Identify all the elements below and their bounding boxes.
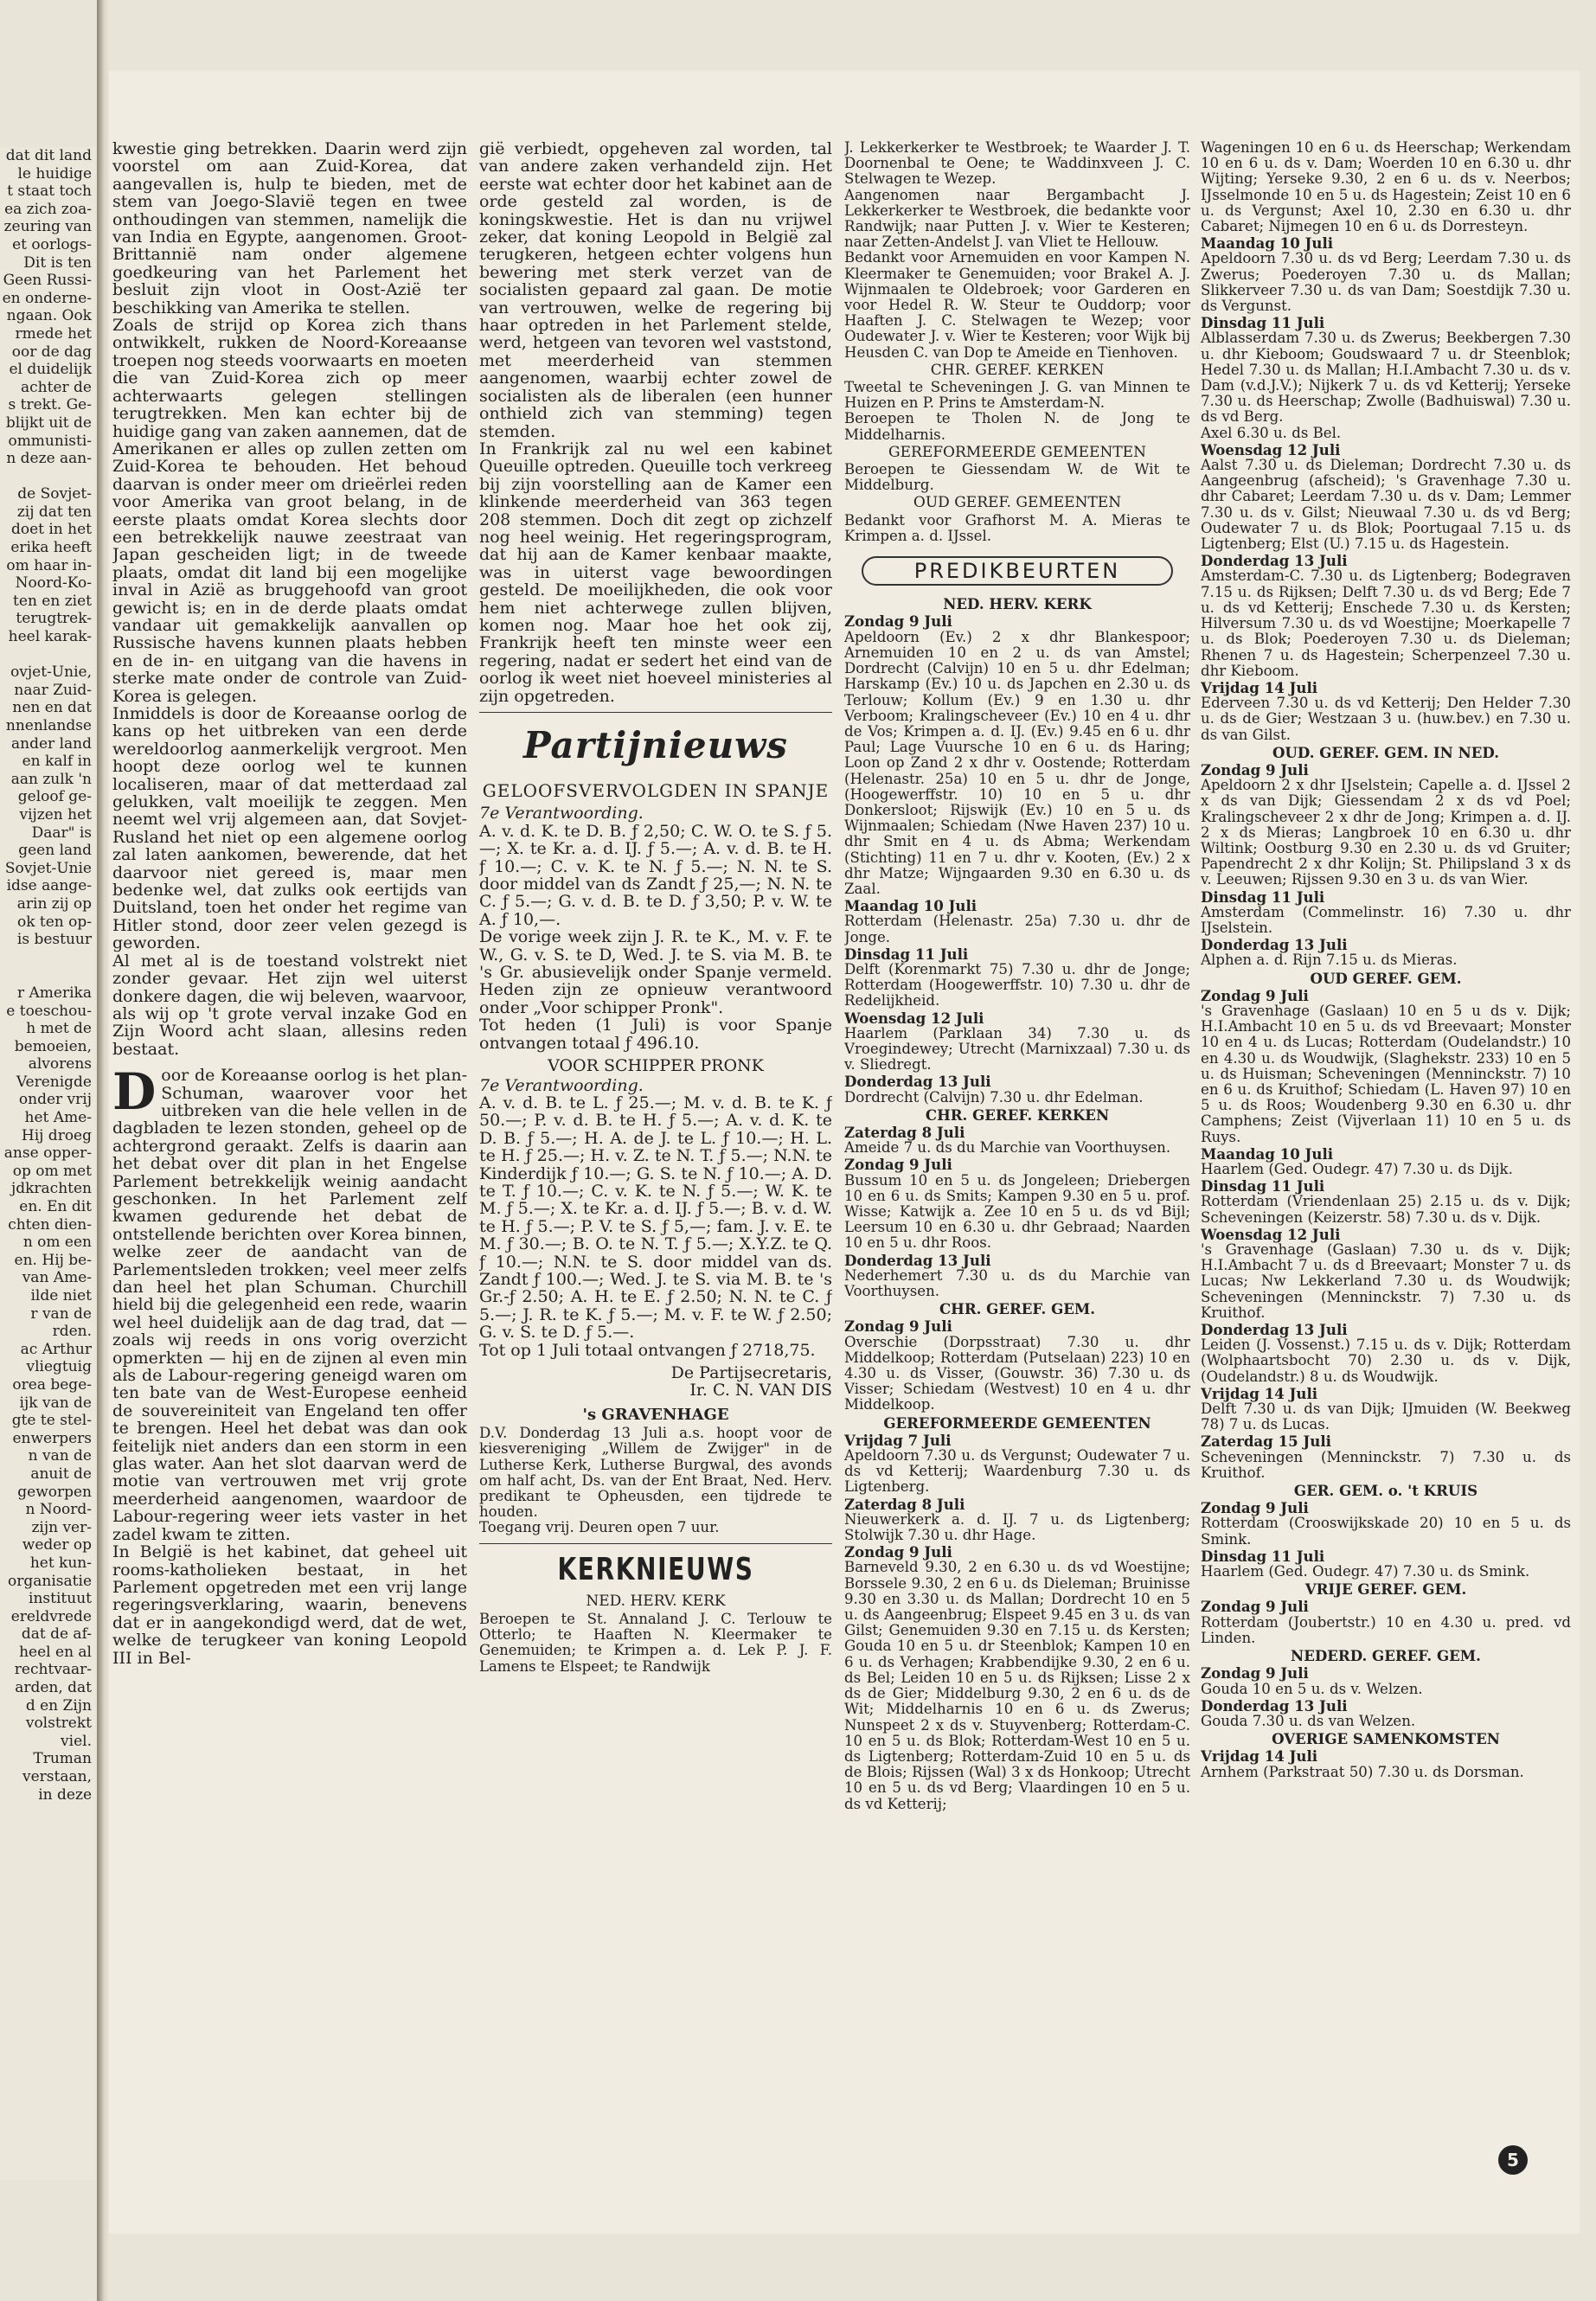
strip-line: n om een <box>22 1234 92 1252</box>
listing: Scheveningen (Menninckstr. 7) 7.30 u. ds Kruithof. <box>1201 1448 1571 1481</box>
strip-line: het Ame- <box>24 1109 92 1127</box>
strip-line: heel karak- <box>8 628 92 646</box>
strip-line: nen en dat <box>12 699 92 717</box>
strip-line: oor de dag <box>11 343 92 361</box>
page-number: 5 <box>1498 2145 1528 2175</box>
strip-line <box>0 468 95 486</box>
column-2 <box>479 140 832 1675</box>
strip-line: anuit de <box>30 1465 92 1483</box>
strip-line: aan zulk 'n <box>10 770 92 788</box>
strip-line: dat dit land <box>5 147 92 164</box>
listing: Ameide 7 u. ds du Marchie van Voorthuysen. <box>844 1139 1171 1157</box>
listing: Wageningen 10 en 6 u. ds Heerschap; Werkendam 10 en 6 u. ds v. Dam; Woerden 10 en 6.30 u. dhr Wijting; Yerseke 9.30, 2 en 6 u. ds v. Neerbos; IJsselmonde 10 en 5 u. ds Hagestein; Zeist 10 en 6 u. ds Vergunst; Axel 10, 2.30 en 6.30 u. dhr Cabaret; Nijmegen 10 en 6 u. ds Dorresteyn. <box>1201 140 1571 235</box>
strip-line: el duidelijk <box>9 361 92 379</box>
listing: Gouda 7.30 u. ds van Welzen. <box>1201 1712 1416 1729</box>
strip-line: heel en al <box>19 1643 92 1661</box>
listing: Apeldoorn 7.30 u. ds vd Berg; Leerdam 7.30 u. ds Zwerus; Poederoyen 7.30 u. ds Mallan; Slikkerveer 7.30 u. ds van Dam; Soestdijk 7.30 u. ds Vergunst. <box>1201 250 1571 315</box>
divider <box>479 712 832 713</box>
listing: Leiden (J. Vossenst.) 7.15 u. ds v. Dijk; Rotterdam (Wolphaartsbocht 70) 2.30 u. ds v. Dijk, (Oudelandstr.) 8 u. ds Woudwijk. <box>1201 1336 1571 1385</box>
strip-line: zeuring van <box>3 218 92 236</box>
paragraph: Beroepen te Giessendam W. de Wit te Middelburg. <box>844 461 1190 494</box>
strip-line: ovjet-Unie, <box>10 663 92 682</box>
strip-line: ander land <box>11 734 92 753</box>
divider <box>479 1543 832 1544</box>
listing: Amsterdam-C. 7.30 u. ds Ligtenberg; Bodegraven 7.15 u. ds Rijksen; Delft 7.30 u. ds vd Berg; Ede 7 u. ds vd Ketterij; Enschede 7.30 u. ds Kersten; Hilversum 7.30 u. ds vd Woestijne; Moerkapelle 7 u. ds Blok; Poederoyen 7.30 u. ds Dieleman; Rhenen 7 u. ds Hagestein; Scherpenzeel 7.30 u. dhr Kieboom. <box>1201 567 1571 679</box>
strip-line: Verenigde <box>16 1073 92 1091</box>
strip-line: om haar in- <box>6 556 92 574</box>
heading-oud-geref-gem: OUD GEREF. GEM. <box>1310 969 1462 987</box>
heading-ned-herv-kerk: NED. HERV. KERK <box>943 595 1092 613</box>
strip-line: verstaan, <box>22 1768 92 1786</box>
day-heading: Zondag 9 Juli <box>844 1156 952 1174</box>
heading-geloofsvervolgden: GELOOFSVERVOLGDEN IN SPANJE <box>482 780 830 801</box>
listing: Arnhem (Parkstraat 50) 7.30 u. ds Dorsman. <box>1201 1763 1524 1780</box>
strip-line: in deze <box>38 1785 92 1804</box>
heading-nederd-geref-gem: NEDERD. GEREF. GEM. <box>1291 1647 1481 1665</box>
strip-line: Sovjet-Unie <box>4 859 92 877</box>
strip-line <box>0 966 95 984</box>
day-heading: Zaterdag 8 Juli <box>844 1495 965 1513</box>
strip-line: Noord-Ko- <box>15 574 92 593</box>
heading-chr-geref-gem: CHR. GEREF. GEM. <box>939 1300 1096 1318</box>
strip-line: van Ame- <box>22 1269 92 1287</box>
day-heading: Vrijdag 7 Juli <box>844 1431 952 1449</box>
listing: Haarlem (Ged. Oudegr. 47) 7.30 u. ds Smink. <box>1201 1563 1530 1580</box>
listing: Rotterdam (Vriendenlaan 25) 2.15 u. ds v. Dijk; Scheveningen (Keizerstr. 58) 7.30 u. ds v. Dijk. <box>1201 1193 1571 1226</box>
strip-line: arden, dat <box>15 1679 92 1697</box>
listing: 's Gravenhage (Gaslaan) 10 en 5 u ds v. Dijk; H.I.Ambacht 10 en 5 u. ds vd Breevaart; Monster 10 en 4 u. ds Lucas; Rotterdam (Oudelandstr.) 10 en 4.30 u. ds Woudwijk, (Slaghekstr. 233) 10 en 5 u. ds Huisman; Scheveningen (Menninckstr. 7) 10 en 6 u. ds Kruithof; Schiedam (L. Haven 97) 10 en 5 u. ds Roos; Woudenberg 9.30 en 6.30 u. dhr Camphens; Zeist (Vijverlaan 11) 10 en 5 u. ds Ruys. <box>1201 1002 1571 1145</box>
strip-line: orea bege- <box>12 1375 92 1394</box>
strip-line: zijn ver- <box>31 1518 92 1536</box>
strip-line: gte te stel- <box>11 1412 92 1430</box>
strip-line: idse aange- <box>6 877 92 895</box>
paragraph: De vorige week zijn J. R. te K., M. v. F. te W., G. v. S. te D, Wed. J. te S. via M. B. te 's Gr. abusievelijk onder Spanje vermeld. Heden zijn ze opnieuw verantwoord onder „Voor schipper Pronk". <box>479 927 832 1017</box>
day-heading: Zondag 9 Juli <box>1201 1499 1309 1517</box>
strip-line: blijkt uit de <box>5 413 92 432</box>
drop-cap: D <box>112 1062 157 1122</box>
day-heading: Donderdag 13 Juli <box>1201 552 1348 570</box>
strip-line: ok ten op- <box>16 913 92 931</box>
heading-gereformeerde-gemeenten: GEREFORMEERDE GEMEENTEN <box>883 1413 1151 1432</box>
strip-line: Dit is ten <box>23 253 92 272</box>
day-heading: Dinsdag 11 Juli <box>1201 314 1325 332</box>
strip-line: rden. <box>52 1323 92 1341</box>
verantwoording-label: 7e Verantwoording. <box>479 804 644 824</box>
day-heading: Zaterdag 8 Juli <box>844 1123 965 1141</box>
strip-line: arin zij op <box>16 894 92 913</box>
listing: Apeldoorn (Ev.) 2 x dhr Blankespoor; Arnemuiden 10 en 2 u. ds van Amstel; Dordrecht (Calvijn) 10 en 5 u. dhr Edelman; Harskamp (Ev.) 10 u. ds Japchen en 2.30 u. ds Terlouw; Kollum (Ev.) 9 en 1.30 u. dhr Verboom; Kralingscheveer (Ev.) 10 en 4 u. dhr de Vos; Krimpen a. d. IJ. (Ev.) 9.45 en 6 u. dhr Paul; Lage Vuursche 10 en 6 u. ds Haring; Loon op Zand 2 x dhr v. Oostende; Rotterdam (Helenastr. 25a) 10 en 5 u. dhr de Jonge, (Hoogewerffstr. 10) 10 en 5 u. dhr Donkersloot; Rijswijk (Ev.) 10 en 5 u. ds Wijnmaalen; Schiedam (Nwe Haven 237) 10 u. dhr Smit en 4 u. ds Abma; Werkendam (Stichting) 11 en 7 u. dhr v. Kooten, (Ev.) 2 x dhr Matze; Wijngaarden 9.30 en 6.30 u. ds Zaal. <box>844 628 1190 897</box>
listing: Rotterdam (Joubertstr.) 10 en 4.30 u. pred. vd Linden. <box>1201 1613 1571 1646</box>
strip-line: rmede het <box>15 324 92 343</box>
listing: Amsterdam (Commelinstr. 16) 7.30 u. dhr IJselstein. <box>1201 903 1571 936</box>
day-heading: Zondag 9 Juli <box>1201 1598 1309 1616</box>
day-heading: Donderdag 13 Juli <box>844 1073 991 1091</box>
listing: Apeldoorn 7.30 u. ds Vergunst; Oudewater 7 u. ds vd Ketterij; Waardenburg 7.30 u. ds Ligtenberg. <box>844 1447 1190 1496</box>
strip-line: Hij droeg <box>21 1126 92 1144</box>
strip-line: chten dien- <box>8 1215 92 1234</box>
heading-oud-geref-gemeenten: OUD GEREF. GEMEENTEN <box>913 494 1122 512</box>
day-heading: Zaterdag 15 Juli <box>1201 1433 1331 1451</box>
paragraph-text: oor de Koreaanse oorlog is het plan-Schuman, waarover voor het uitbreken van die hele vellen in de dagbladen te lezen stonden, geheel op de achtergrond geraakt. Zelfs is daarin aan het debat over dit plan in het Engelse Parlement betrekkelijk weinig aandacht geschonken. In het Parlement zelf kwamen gedurende het debat de ontstellende berichten over Korea binnen, welke zeer de aandacht van de Parlementsleden trokken; veel meer zelfs dan heel het plan Schuman. Churchill hield bij die gelegenheid een rede, waarin wel heel duidelijk aan de dag trad, dat — zoals wij reeds in ons vorig overzicht opmerkten — hij en de zijnen al even min als de Labour-regering geneigd waren om ten bate van de West-Europese eenheid de souvereiniteit van Engeland ten offer te brengen. Heel het debat was dan ook feitelijk niet anders dan een storm in een glas water. Aan het slot daarvan werd de motie van vertrouwen met vrij grote meerderheid aangenomen, waardoor de Labour-regering weer iets vaster in het zadel kwam te zitten. <box>112 1066 467 1544</box>
listing: 's Gravenhage (Gaslaan) 7.30 u. ds v. Dijk; H.I.Ambacht 7 u. ds d Breevaart; Monster 7 u. ds Lucas; Nw Lekkerland 7.30 u. ds Woudwijk; Scheveningen (Menninckstr. 7) 7.30 u. ds Kruithof. <box>1201 1241 1571 1321</box>
strip-line: en kalf in <box>22 753 92 771</box>
section-title-kerknieuws: KERKNIEUWS <box>557 1551 754 1587</box>
strip-line: ijk van de <box>19 1394 92 1412</box>
day-heading: Maandag 10 Juli <box>1201 1144 1334 1163</box>
paragraph: Bedankt voor Arnemuiden en voor Kampen N. Kleermaker te Genemuiden; voor Brakel A. J. Wijnmaalen te Oldebroek; voor Garderen en voor Hedel R. W. Steur te Ouddorp; voor Haaften J. C. Stelwagen te Wezep; voor Oudewater J. v. Wier te Kesteren; voor Wijk bij Heusden C. van Dop te Ameide en Tienhoven. <box>844 249 1190 361</box>
strip-line: r van de <box>30 1304 92 1323</box>
listing: Axel 6.30 u. ds Bel. <box>1201 424 1342 441</box>
listing: Barneveld 9.30, 2 en 6.30 u. ds vd Woestijne; Borssele 9.30, 2 en 6 u. ds Dieleman; Bruinisse 9.30 en 3.30 u. ds Mallan; Dordrecht 10 en 5 u. ds Aangeenbrug; Elspeet 9.45 en 3 u. ds van Gilst; Genemuiden 9.30 en 7.15 u. ds Kersten; Gouda 10 en 5 u. dr Steenblok; Kampen 10 en 6 u. ds Verhagen; Krabbendijke 9.30, 2 en 6 u. ds Bel; Leiden 10 en 5 u. ds Rijksen; Lisse 2 x ds de Gier; Middelburg 9.30, 2 en 6 u. ds de Wit; Middelharnis 10 en 6 u. ds Zwerus; Nunspeet 2 x ds v. Stuyvenberg; Rotterdam-C. 10 en 5 u. ds Blok; Rotterdam-West 10 en 5 u. ds Ligtenberg; Rotterdam-Zuid 10 en 5 u. ds de Blois; Rijssen (Wal) 3 x ds Honkoop; Utrecht 10 en 5 u. ds vd Berg; Vlaardingen 10 en 5 u. ds vd Ketterij; <box>844 1559 1190 1812</box>
day-heading: Donderdag 13 Juli <box>1201 936 1348 954</box>
day-heading: Dinsdag 11 Juli <box>1201 888 1325 906</box>
strip-line: n deze aan- <box>6 450 92 468</box>
strip-line <box>0 646 95 664</box>
paragraph: gië verbiedt, opgeheven zal worden, tal van andere zaken verhandeld zijn. Het eerste wat echter door het kabinet aan de orde gesteld zal worden, is de koningskwestie. Het is dan nu vrijwel zeker, dat koning Leopold in België zal terugkeren, hetgeen echter volgens hun bewering met sterk verzet van de socialisten gepaard zal gaan. De motie van vertrouwen, welke de regering bij haar optreden in het Parlement stelde, werd, hetgeen van tevoren wel vaststond, met meerderheid van stemmen aangenomen, waarbij echter zowel de socialisten als de liberalen (een hunner onthield zich van stemming) tegen stemden. <box>479 140 832 441</box>
paragraph: Beroepen te Tholen N. de Jong te Middelharnis. <box>844 410 1190 443</box>
strip-line: d en Zijn <box>25 1696 92 1715</box>
paragraph: Zoals de strijd op Korea zich thans ontwikkelt, rukken de Noord-Koreaanse troepen nog steeds voorwaarts en moeten die van Zuid-Korea zich op meer achterwaarts gelegen stellingen terugtrekken. Men kan echter bij de huidige gang van zaken aannemen, dat de Amerikanen er alles op zullen zetten om Zuid-Korea te behouden. Het behoud daarvan is onder meer om drieërlei reden voor Amerika van groot belang, in de eerste plaats omdat Korea slechts door een betrekkelijk nauwe zeestraat van Japan gescheiden ligt; in de tweede plaats, omdat dit land bij een mogelijke inval in Azië as bruggehoofd van groot gewicht is; en in de derde plaats omdat vandaar uit gemakkelijk aanvallen op Russische havens kunnen plaats hebben en de in- en uitgang van die havens in sterke mate onder de controle van Zuid-Korea is gelegen. <box>112 316 467 706</box>
strip-line: Geen Russi- <box>3 272 92 290</box>
listing: Haarlem (Ged. Oudegr. 47) 7.30 u. ds Dijk. <box>1201 1161 1513 1177</box>
day-heading: Vrijdag 14 Juli <box>1201 678 1318 696</box>
strip-line: r Amerika <box>17 984 92 1002</box>
strip-line: weder op <box>22 1536 92 1554</box>
strip-line: en. Hij be- <box>14 1251 92 1269</box>
strip-line: ommunisti- <box>8 432 92 450</box>
day-heading: Donderdag 13 Juli <box>1201 1321 1348 1339</box>
column-3 <box>844 140 1190 1812</box>
day-heading: Zondag 9 Juli <box>844 1543 952 1561</box>
heading-ned-herv-kerk: NED. HERV. KERK <box>586 1592 726 1610</box>
paragraph: Beroepen te St. Annaland J. C. Terlouw te Otterlo; te Haaften N. Kleermaker te Genemuiden; te Krimpen a. d. Lek P. J. F. Lamens te Elspeet; te Randwijk <box>479 1611 832 1675</box>
strip-line: het kun- <box>29 1554 92 1572</box>
strip-line: geen land <box>18 842 92 860</box>
strip-line: ngaan. Ook <box>6 307 92 325</box>
day-heading: Zondag 9 Juli <box>1201 1664 1309 1682</box>
day-heading: Woensdag 12 Juli <box>844 1009 984 1027</box>
listing: Dordrecht (Calvijn) 7.30 u. dhr Edelman. <box>844 1088 1144 1106</box>
heading-chr-geref-kerken: CHR. GEREF. KERKEN <box>930 361 1105 379</box>
strip-line: terugtrek- <box>16 610 92 628</box>
strip-line: Truman <box>33 1750 92 1768</box>
strip-line: le huidige <box>17 164 92 183</box>
previous-page-strip <box>0 147 95 2180</box>
strip-line: viel. <box>61 1732 92 1750</box>
day-heading: Maandag 10 Juli <box>844 897 977 915</box>
day-heading: Zondag 9 Juli <box>844 612 952 631</box>
strip-line: naar Zuid- <box>14 681 92 699</box>
strip-line: op om met <box>12 1162 92 1180</box>
heading-schipper-pronk: VOOR SCHIPPER PRONK <box>548 1056 764 1076</box>
listing: Overschie (Dorpsstraat) 7.30 u. dhr Middelkoop; Rotterdam (Putselaan) 223) 10 en 4.30 u. ds Visser, (Gouwstr. 36) 7.30 u. ds Visser; Schiedam (Westvest) 10 en 4 u. dhr Middelkoop. <box>844 1333 1190 1413</box>
day-heading: Zondag 9 Juli <box>844 1317 952 1336</box>
heading-gravenhage: 's GRAVENHAGE <box>582 1405 729 1424</box>
strip-line: geloof ge- <box>17 788 92 806</box>
day-heading: Dinsdag 11 Juli <box>1201 1177 1325 1195</box>
strip-line: dat de af- <box>21 1625 92 1644</box>
paragraph: Aangenomen naar Bergambacht J. Lekkerkerker te Westbroek, die bedankte voor Randwijk; naar Putten J. v. Wier te Kesteren; naar Zetten-Andelst J. van Vliet te Hellouw. <box>844 186 1190 251</box>
strip-line: erika heeft <box>10 539 92 557</box>
listing: Delft 7.30 u. ds van Dijk; IJmuiden (W. Beekweg 78) 7 u. ds Lucas. <box>1201 1400 1571 1433</box>
day-heading: Donderdag 13 Juli <box>844 1251 991 1269</box>
listing: Apeldoorn 2 x dhr IJselstein; Capelle a. d. IJssel 2 x ds van Dijk; Giessendam 2 x ds vd Poel; Kralingscheveer 2 x dhr de Jong; Krimpen a. d. IJ. 2 x ds Mieras; Langbroek 10 en 6.30 u. dhr Wiltink; Oostburg 9.30 en 2.30 u. ds vd Gruiter; Papendrecht 2 x dhr Kolijn; St. Philipsland 3 x ds v. Leeuwen; Rijssen 9.30 en 3 u. ds van Wier. <box>1201 777 1571 888</box>
verantwoording-label: 7e Verantwoording. <box>479 1075 644 1095</box>
strip-line: zij dat ten <box>16 503 92 521</box>
strip-line: volstrekt <box>25 1715 92 1733</box>
paragraph: Inmiddels is door de Koreaanse oorlog de kans op het uitbreken van een derde wereldoorlog aanmerkelijk vergroot. Men hoopt deze oorlog wel te kunnen localiseren, maar of dat metterdaad zal gelukken, valt moeilijk te zeggen. Men neemt wel vrij algemeen aan, dat Sovjet-Rusland het niet op een algemene oorlog zal laten aankomen, bewerende, dat het daarvoor niet gereed is, maar men bedenke wel, dat zulks ook eertijds van Duitsland, toen het onder het regime van Hitler stond, door zeer velen gezegd is geworden. <box>112 704 467 953</box>
paragraph: D.V. Donderdag 13 Juli a.s. hoopt voor de kiesvereniging „Willem de Zwijger" in de Lutherse Kerk, Lutherse Burgwal, des avonds om half acht, Ds. van der Ent Braat, Ned. Herv. predikant te Opheusden, een tijdrede te houden. <box>479 1425 832 1521</box>
heading-oud-geref-gem-in-ned: OUD. GEREF. GEM. IN NED. <box>1272 743 1500 761</box>
strip-line: geworpen <box>17 1483 92 1501</box>
strip-line: et oorlogs- <box>12 235 92 253</box>
strip-line: doet in het <box>10 521 92 539</box>
paragraph: In Frankrijk zal nu wel een kabinet Queuille optreden. Queuille toch verkreeg bij zijn voorstelling aan de Kamer een klinkende meerderheid van 363 tegen 208 stemmen. Doch dit zegt op zichzelf nog heel weinig. Het regeringsprogram, dat hij aan de Kamer kenbaar maakte, was in uiterst vage bewoordingen gesteld. De moeilijkheden, die ook voor hem niet achterwege zullen blijven, komen nog. Maar hoe het ook zij, Frankrijk heeft ten minste weer een regering, nadat er sedert het eind van de oorlog ik weet niet hoeveel ministeries al zijn opgetreden. <box>479 439 832 706</box>
day-heading: Dinsdag 11 Juli <box>1201 1547 1325 1565</box>
listing: Aalst 7.30 u. ds Dieleman; Dordrecht 7.30 u. ds Aangeenbrug (afscheid); 's Gravenhage 7.30 u. dhr Cabaret; Leerdam 7.30 u. ds v. Dam; Lemmer 7.30 u. ds v. Gilst; Nieuwaal 7.30 u. ds vd Berg; Oudewater 7 u. ds Blok; Poortugaal 7.15 u. ds Ligtenberg; Elst (U.) 7.15 u. ds Hagestein. <box>1201 457 1571 553</box>
paragraph-dropcap <box>112 1062 467 1544</box>
strip-line: e toeschou- <box>6 1002 92 1020</box>
day-heading: Vrijdag 14 Juli <box>1201 1747 1318 1766</box>
listing: Haarlem (Parklaan 34) 7.30 u. ds Vroegindewey; Utrecht (Marnixzaal) 7.30 u. ds v. Sliedregt. <box>844 1024 1190 1074</box>
heading-chr-geref-kerken: CHR. GEREF. KERKEN <box>925 1106 1110 1124</box>
listing: Ederveen 7.30 u. ds vd Ketterij; Den Helder 7.30 u. ds de Gier; Westzaan 3 u. (huw.bev.) en 7.30 u. ds van Gilst. <box>1201 695 1571 743</box>
listing: Nieuwerkerk a. d. IJ. 7 u. ds Ligtenberg; Stolwijk 7.30 u. dhr Hage. <box>844 1510 1190 1544</box>
heading-vrije-geref-gem: VRIJE GEREF. GEM. <box>1304 1580 1467 1599</box>
strip-line: enwerpers <box>12 1429 92 1447</box>
strip-line: s trekt. Ge- <box>8 396 92 414</box>
strip-line: ten en ziet <box>13 592 92 610</box>
listing: Gouda 10 en 5 u. ds v. Welzen. <box>1201 1680 1423 1697</box>
paragraph: Tot op 1 Juli totaal ontvangen ƒ 2718,75. <box>479 1340 816 1360</box>
column-1 <box>112 140 467 1667</box>
strip-line: de Sovjet- <box>17 485 92 503</box>
listing: Rotterdam (Crooswijkskade 20) 10 en 5 u. ds Smink. <box>1201 1515 1571 1548</box>
day-heading: Vrijdag 14 Juli <box>1201 1384 1318 1402</box>
predikbeurten-banner: PREDIKBEURTEN <box>862 556 1173 586</box>
strip-line: organisatie <box>8 1572 92 1590</box>
strip-line: bemoeien, <box>14 1037 92 1055</box>
day-heading: Donderdag 13 Juli <box>1201 1696 1348 1715</box>
strip-line: t staat toch <box>7 183 92 201</box>
strip-line: en onderne- <box>2 289 92 307</box>
paragraph: Toegang vrij. Deuren open 7 uur. <box>479 1519 720 1536</box>
strip-line: jdkrachten <box>10 1180 92 1198</box>
strip-line: n Noord- <box>25 1501 92 1519</box>
section-title-partijnieuws: Partijnieuws <box>523 724 788 766</box>
column-4 <box>1201 140 1571 1780</box>
strip-line: anse opper- <box>3 1144 92 1163</box>
paragraph: Bedankt voor Grafhorst M. A. Mieras te Krimpen a. d. IJssel. <box>844 511 1190 544</box>
day-heading: Dinsdag 11 Juli <box>844 945 969 963</box>
listing: Rotterdam (Helenastr. 25a) 7.30 u. dhr de Jonge. <box>844 913 1190 945</box>
page-gutter <box>97 0 109 2301</box>
day-heading: Woensdag 12 Juli <box>1201 1225 1341 1243</box>
listing: Alblasserdam 7.30 u. ds Zwerus; Beekbergen 7.30 u. dhr Kieboom; Goudswaard 7 u. dr Steenblok; Hedel 7.30 u. ds Mallan; H.I.Ambacht 7.30 u. ds v. Dam (v.d.J.V.); Nijkerk 7 u. ds vd Ketterij; Yerseke 7.30 u. ds Heerschap; Zwolle (Badhuiswal) 7.30 u. ds vd Berg. <box>1201 330 1571 426</box>
signature-name: Ir. C. N. VAN DIS <box>689 1381 832 1400</box>
paragraph: Tweetal te Scheveningen J. G. van Minnen te Huizen en P. Prins te Amsterdam-N. <box>844 379 1190 412</box>
day-heading: Woensdag 12 Juli <box>1201 440 1341 458</box>
day-heading: Zondag 9 Juli <box>1201 986 1309 1004</box>
paragraph: Tot heden (1 Juli) is voor Spanje ontvangen totaal ƒ 496.10. <box>479 1016 832 1053</box>
paragraph: A. v. d. B. te L. ƒ 25.—; M. v. d. B. te K. ƒ 50.—; P. v. d. B. te H. ƒ 5.—; A. v. d. K. te D. B. ƒ 5.—; H. A. de J. te L. ƒ 10.—; H. L. te H. ƒ 25.—; H. v. Z. te N. T. ƒ 5.—; N.N. te Kinderdijk ƒ 10.—; G. S. te N. ƒ 10.—; A. D. te T. ƒ 10.—; C. v. K. te N. ƒ 5.—; W. K. te M. ƒ 5.—; X. te Kr. a. d. IJ. ƒ 5.—; B. v. d. W. te H. ƒ 5.—; P. V. te S. ƒ 5,—; fam. J. v. E. te M. ƒ 30.—; B. O. te N. T. ƒ 5.—; X.Y.Z. te Q. ƒ 10.—; N.N. te S. door middel van ds. Zandt ƒ 100.—; Wed. J. te S. via M. B. te 's Gr.-ƒ 2.50; A. H. te E. ƒ 2.50; N. N. te C. ƒ 5.—; J. R. te K. ƒ 5.—; M. v. F. te W. ƒ 2.50; G. v. S. te D. ƒ 5.—. <box>479 1093 832 1343</box>
strip-line: ilde niet <box>30 1287 92 1304</box>
strip-line: ea zich zoa- <box>4 200 92 218</box>
strip-line: h met de <box>26 1020 92 1038</box>
heading-gereformeerde-gemeenten: GEREFORMEERDE GEMEENTEN <box>888 443 1146 461</box>
strip-line: ereldvrede <box>10 1607 92 1625</box>
strip-line: is bestuur <box>16 931 92 949</box>
newspaper-page <box>109 71 1580 2234</box>
strip-line: ac Arthur <box>20 1340 92 1358</box>
strip-line: alvorens <box>28 1055 92 1074</box>
strip-line: rechtvaar- <box>14 1661 92 1679</box>
day-heading: Zondag 9 Juli <box>1201 760 1309 779</box>
strip-line: vijzen het <box>19 805 92 824</box>
listing: Delft (Korenmarkt 75) 7.30 u. dhr de Jonge; Rotterdam (Hoogewerffstr. 10) 7.30 u. dhr de Redelijkheid. <box>844 960 1190 1009</box>
paragraph: Al met al is de toestand volstrekt niet zonder gevaar. Het zijn wel uiterst donkere dagen, die wij beleven, waarvoor, als wij op 't grote verval inzake God en Zijn Woord acht slaan, allesins reden bestaat. <box>112 951 467 1059</box>
strip-line: en. En dit <box>19 1198 92 1216</box>
day-heading: Maandag 10 Juli <box>1201 234 1334 253</box>
paragraph: In België is het kabinet, dat geheel uit rooms-katholieken bestaat, in het Parlement opgetreden met een vrij lange regeringsverklaring, waarin, benevens dat er in aangekondigd werd, dat de wet, welke de terugkeer van koning Leopold III in Bel- <box>112 1542 467 1667</box>
heading-ger-gem-kruis: GER. GEM. o. 't KRUIS <box>1293 1482 1478 1500</box>
listing: Nederhemert 7.30 u. ds du Marchie van Voorthuysen. <box>844 1266 1190 1300</box>
heading-overige-samenkomsten: OVERIGE SAMENKOMSTEN <box>1272 1730 1500 1748</box>
paragraph: A. v. d. K. te D. B. ƒ 2,50; C. W. O. te S. ƒ 5.—; X. te Kr. a. d. IJ. ƒ 5.—; A. v. d. B. te H. ƒ 10.—; C. v. K. te N. ƒ 5.—; N. N. te S. door middel van ds Zandt ƒ 25,—; N. N. te C. ƒ 5.—; G. v. d. B. te D. ƒ 3,50; P. v. W. te A. ƒ 10,—. <box>479 821 832 929</box>
listing: Alphen a. d. Rijn 7.15 u. ds Mieras. <box>1201 952 1458 969</box>
strip-line: Daar" is <box>31 824 92 842</box>
paragraph: J. Lekkerkerker te Westbroek; te Waarder J. T. Doornenbal te Oene; te Waddinxveen J. C. Stelwagen te Wezep. <box>844 140 1190 188</box>
strip-line <box>0 949 95 967</box>
signature-title: De Partijsecretaris, <box>670 1363 832 1382</box>
strip-line: vliegtuig <box>26 1358 92 1376</box>
strip-line: nnenlandse <box>5 717 92 734</box>
strip-line: n van de <box>28 1447 92 1465</box>
strip-line: onder vrij <box>18 1091 92 1109</box>
strip-line: achter de <box>21 378 92 396</box>
paragraph: kwestie ging betrekken. Daarin werd zijn voorstel om aan Zuid-Korea, dat aangevallen is, hulp te bieden, met de stem van Joego-Slavië tegen en twee onthoudingen van stemmen, namelijk die van India en Egypte, aangenomen. Groot-Brittannië nam onder algemene goedkeuring van het Parlement het besluit zijn vloot in Oost-Azië ter beschikking van Amerika te stellen. <box>112 140 467 317</box>
strip-line: instituut <box>29 1590 92 1608</box>
listing: Bussum 10 en 5 u. ds Jongeleen; Driebergen 10 en 6 u. ds Smits; Kampen 9.30 en 5 u. prof. Wisse; Katwijk a. Zee 10 en 5 u. ds vd Bijl; Leersum 10 en 6.30 u. dhr Gebraad; Naarden 10 en 5 u. dhr Roos. <box>844 1171 1190 1252</box>
